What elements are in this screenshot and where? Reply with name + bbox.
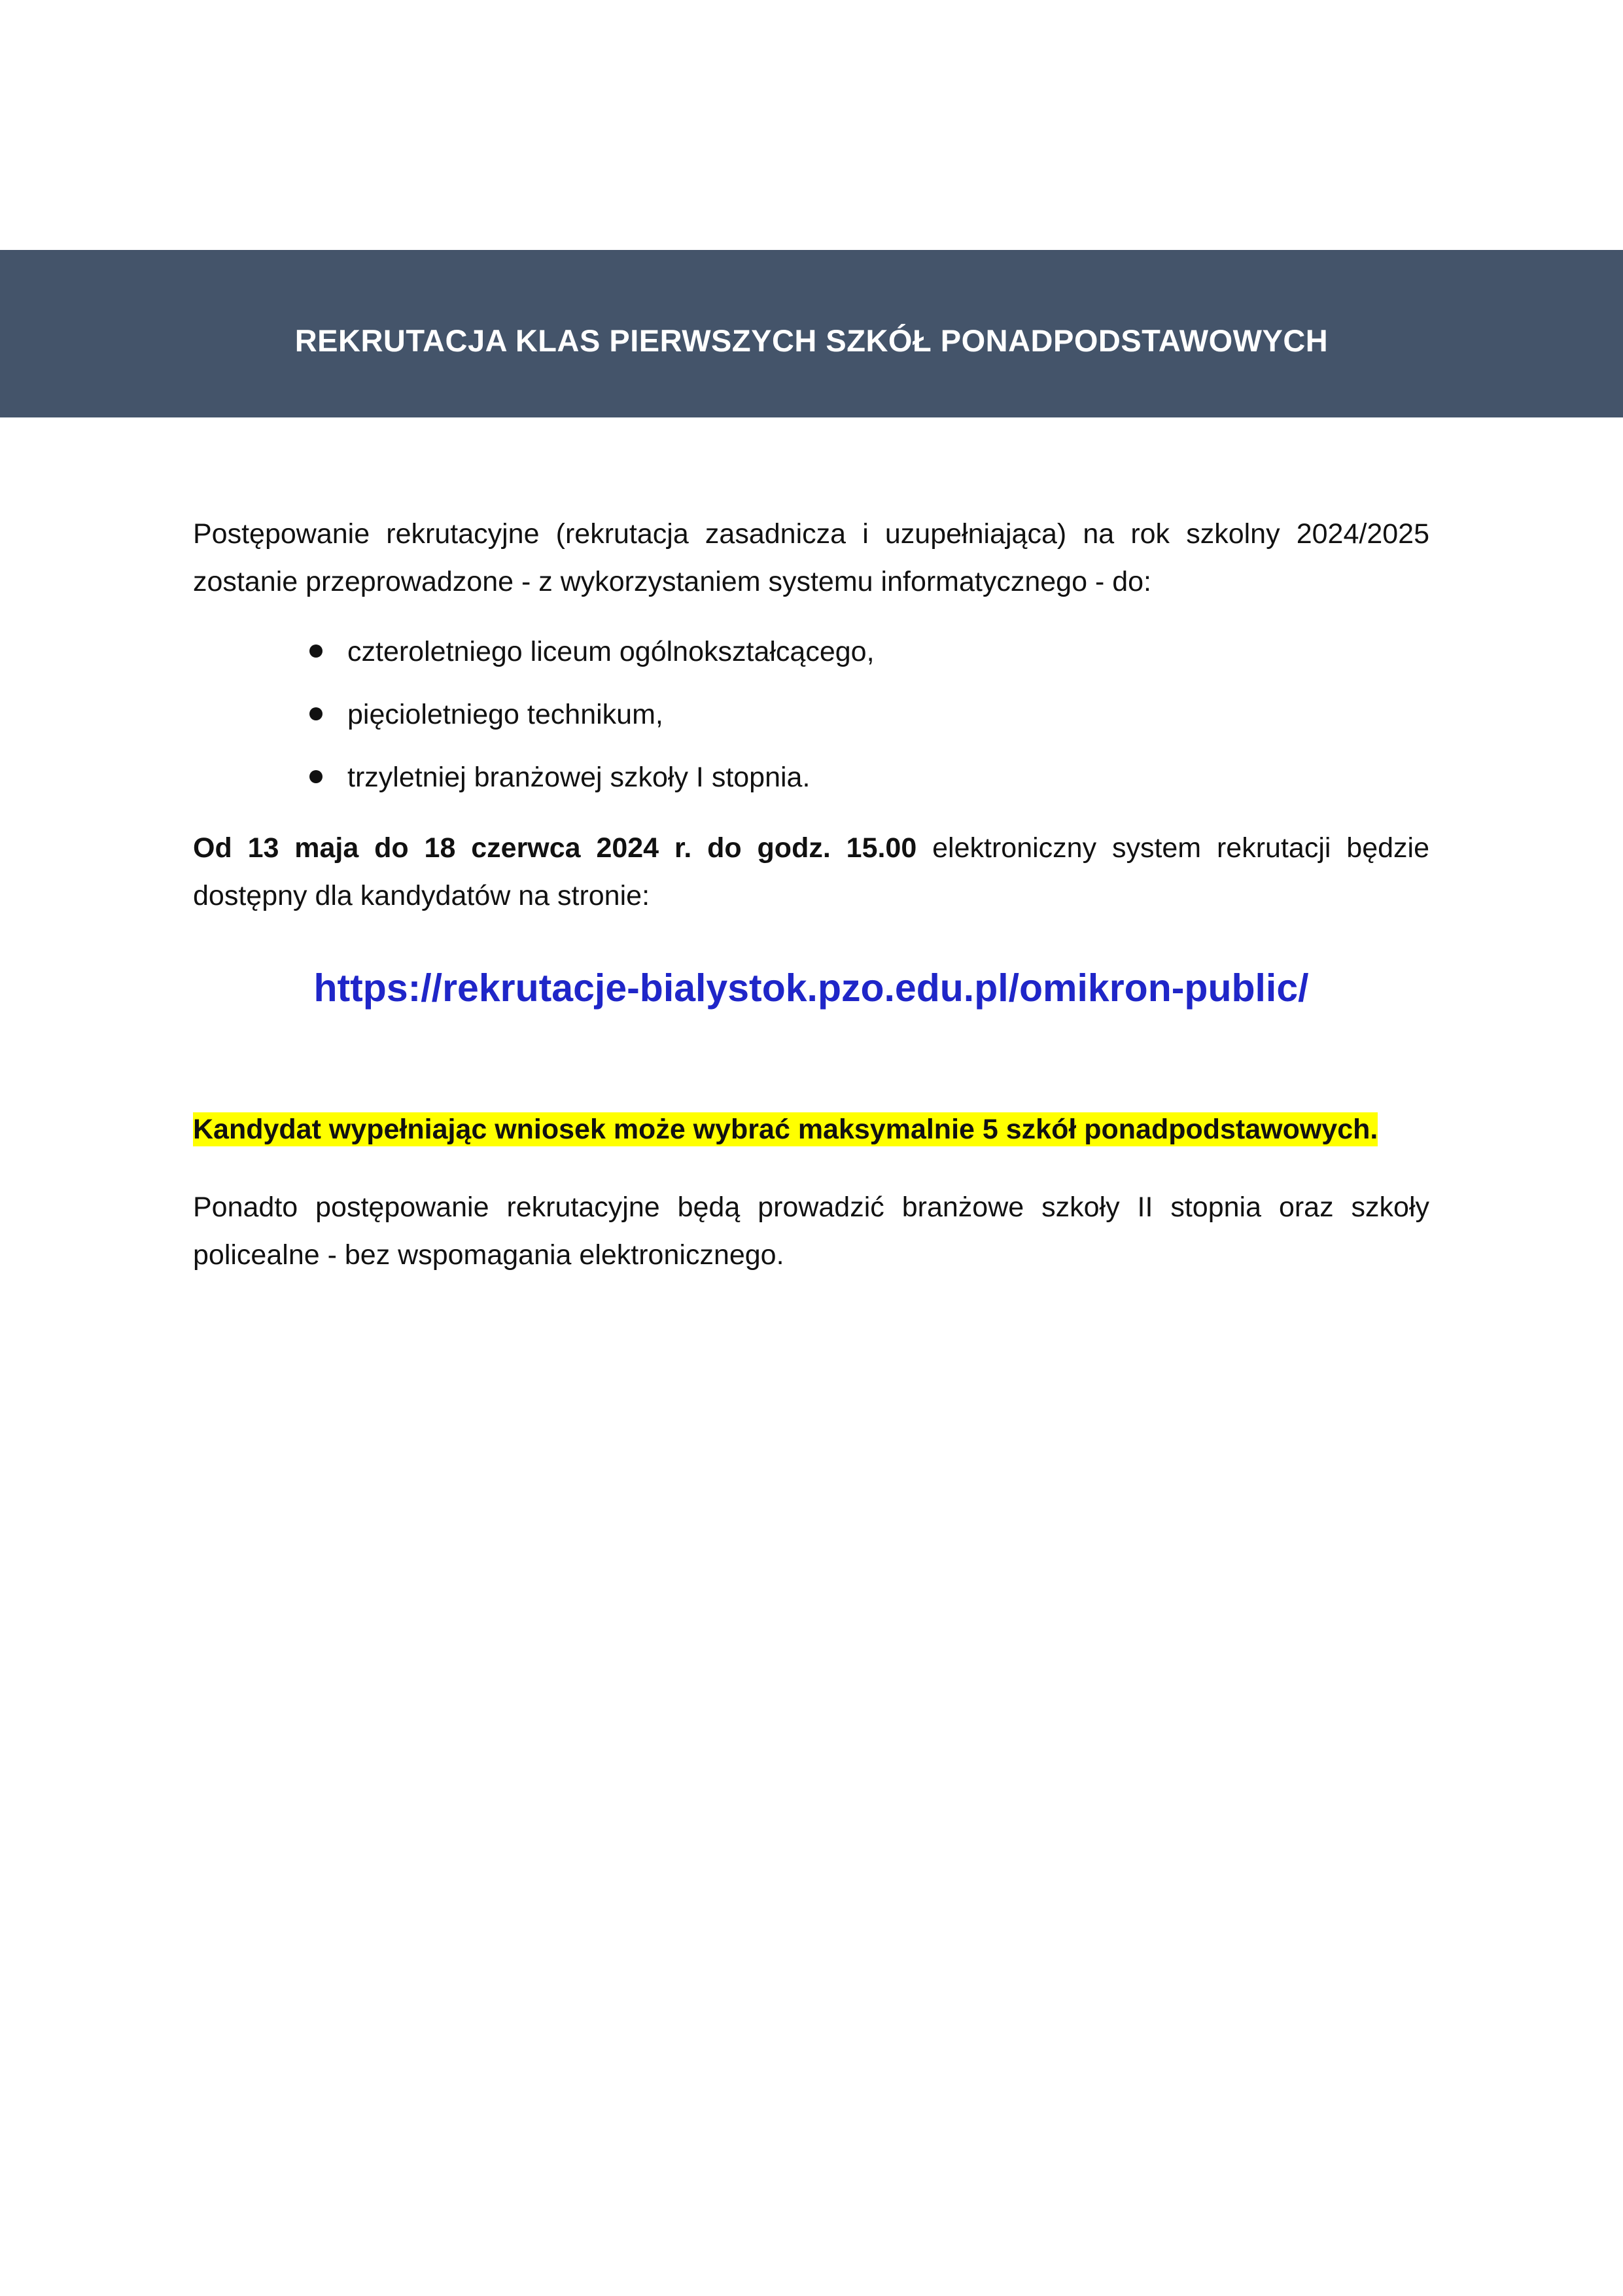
page-title: REKRUTACJA KLAS PIERWSZYCH SZKÓŁ PONADPODSTAWOWYCH	[294, 323, 1329, 358]
bullet-icon	[309, 707, 323, 720]
list-item-label: pięcioletniego technikum,	[347, 699, 663, 730]
list-item-label: czteroletniego liceum ogólnokształcącego,	[347, 636, 875, 667]
link-row	[193, 966, 1429, 1038]
list-item	[193, 683, 1429, 746]
list-item-label: trzyletniej branżowej szkoły I stopnia.	[347, 762, 811, 793]
highlight-paragraph	[193, 1106, 1429, 1154]
bullet-icon	[309, 645, 323, 658]
intro-paragraph: Postępowanie rekrutacyjne (rekrutacja zasadnicza i uzupełniająca) na rok szkolny 2024/2025 zostanie przeprowadzone - z wykorzystaniem systemu informatycznego - do:	[193, 518, 1429, 597]
header-banner	[0, 250, 1623, 417]
dates-bold: Od 13 maja do 18 czerwca 2024 r. do godz. 15.00	[193, 832, 917, 864]
recruitment-link[interactable]: https://rekrutacje-bialystok.pzo.edu.pl/omikron-public/	[313, 966, 1309, 1010]
school-type-list	[193, 620, 1429, 809]
closing-paragraph: Ponadto postępowanie rekrutacyjne będą prowadzić branżowe szkoły II stopnia oraz szkoły policealne - bez wspomagania elektronicznego.	[193, 1192, 1429, 1271]
bullet-icon	[309, 770, 323, 783]
list-item	[193, 620, 1429, 683]
highlighted-note: Kandydat wypełniając wniosek może wybrać maksymalnie 5 szkół ponadpodstawowych.	[193, 1114, 1378, 1145]
list-item	[193, 746, 1429, 809]
dates-paragraph	[193, 824, 1429, 920]
dates-rest: elektroniczny system rekrutacji będzie dostępny dla kandydatów na stronie:	[193, 832, 1429, 911]
document-body	[193, 510, 1429, 1279]
